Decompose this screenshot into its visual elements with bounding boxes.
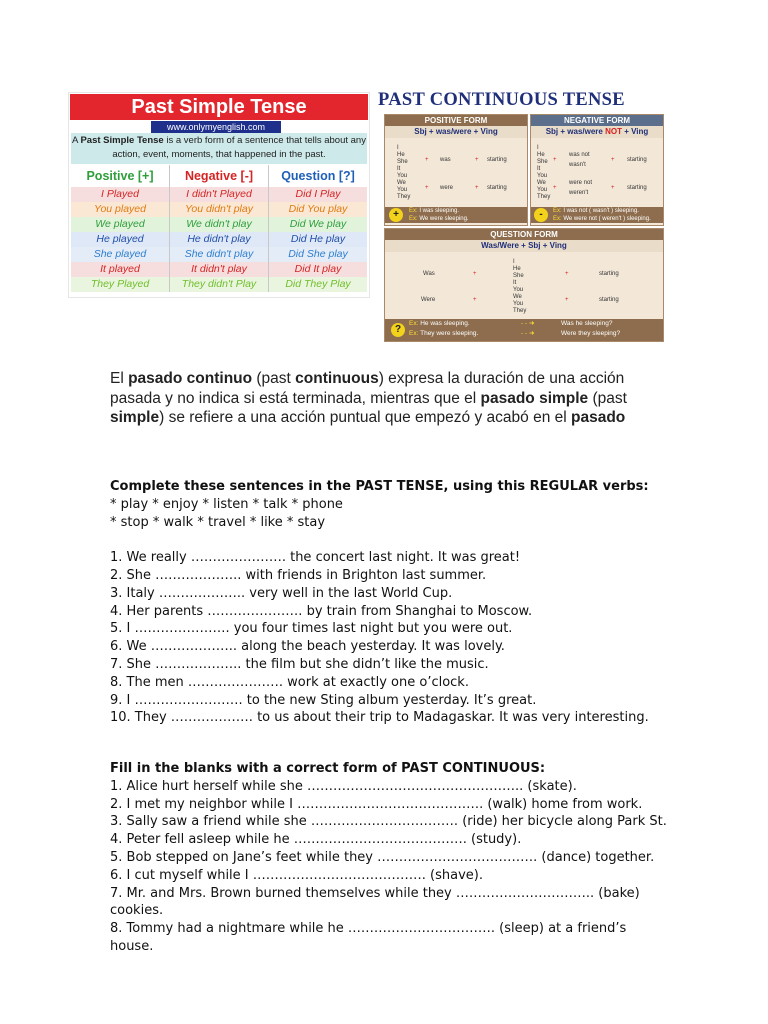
exercise-2-heading: Fill in the blanks with a correct form of PAST CONTINUOUS: xyxy=(110,761,546,776)
plus-sign: + xyxy=(475,185,479,191)
desc-part: A xyxy=(72,135,81,146)
table-cell: It didn't play xyxy=(170,262,269,277)
subject-pronoun: We xyxy=(537,180,546,186)
intro-paragraph xyxy=(110,369,670,428)
table-cell: Did It play xyxy=(294,263,342,275)
question-icon: ? xyxy=(391,323,405,337)
positive-aux-were: were xyxy=(440,185,454,191)
table-cell: Did He play xyxy=(290,233,346,245)
exercise-item: 4. Her parents …………………. by train from Shanghai to Moscow. xyxy=(110,603,533,619)
subject-pronoun: I xyxy=(537,145,539,151)
subject-pronoun: She xyxy=(513,273,524,279)
table-cell: Did They Play xyxy=(285,278,351,290)
intro-text: (past xyxy=(588,389,627,407)
negative-verb: starting xyxy=(627,157,647,163)
table-row xyxy=(71,262,367,277)
question-aux-was: Was xyxy=(423,271,435,277)
exercise-item: 7. Mr. and Mrs. Brown burned themselves while they ………………………….. (bake) cookies. xyxy=(110,885,644,919)
question-example-2: They were sleeping. xyxy=(420,330,479,337)
table-cell: Did She play xyxy=(288,248,348,260)
positive-verb: starting xyxy=(487,157,507,163)
table-cell: I Played xyxy=(71,187,170,202)
arrow-icon: - - ➜ xyxy=(521,330,535,337)
exercise-item: 3. Italy ……………….. very well in the last World Cup. xyxy=(110,585,453,601)
subject-pronoun: I xyxy=(397,145,399,151)
subject-pronoun: We xyxy=(513,294,522,300)
minus-icon: - xyxy=(534,208,548,222)
question-aux-were: Were xyxy=(421,297,436,303)
exercise-item: 1. Alice hurt herself while she ………………………………………….. (skate). xyxy=(110,778,577,794)
question-form-formula: Was/Were + Sbj + Ving xyxy=(385,240,663,252)
plus-sign: + xyxy=(475,157,479,163)
table-cell: It played xyxy=(71,262,170,277)
table-row xyxy=(71,247,367,262)
exercise-1-list xyxy=(110,549,670,727)
exercise-item: 7. She ……………….. the film but she didn’t like the music. xyxy=(110,656,489,672)
question-form-header: QUESTION FORM xyxy=(385,229,663,240)
past-simple-url: www.onlymyenglish.com xyxy=(151,121,281,133)
subject-pronoun: You xyxy=(513,287,524,293)
question-example xyxy=(385,319,663,341)
exercise-item: 3. Sally saw a friend while she ……………………………. (ride) her bicycle along Park St. xyxy=(110,814,667,830)
question-answer-1: Was he sleeping? xyxy=(561,320,613,327)
negative-formula-not: NOT xyxy=(605,127,622,136)
exercise-item: 2. I met my neighbor while I ……………………………………. (walk) home from work. xyxy=(110,796,643,812)
negative-verb: starting xyxy=(627,185,647,191)
question-form-box xyxy=(384,228,664,342)
negative-formula-a: Sbj + was/were xyxy=(545,127,606,136)
exercise-item: 6. We ……………….. along the beach yesterday. It was lovely. xyxy=(110,639,505,655)
plus-icon: + xyxy=(389,208,403,222)
negative-example-2: We were not ( weren't ) sleeping. xyxy=(563,216,651,222)
exercise-2-list xyxy=(110,778,670,956)
table-header-row xyxy=(71,165,367,187)
plus-sign: + xyxy=(565,297,569,303)
exercise-2 xyxy=(110,760,670,956)
subject-pronoun: You xyxy=(537,187,548,193)
table-cell: You didn't play xyxy=(170,202,269,217)
table-row xyxy=(71,187,367,202)
question-example-1: He was sleeping. xyxy=(420,320,470,327)
subject-pronoun: You xyxy=(397,187,408,193)
table-cell: Did I Play xyxy=(295,188,341,200)
intro-bold: simple xyxy=(110,409,160,426)
intro-bold: continuous xyxy=(295,370,379,387)
table-cell: Did We play xyxy=(289,218,347,230)
table-cell: Did You play xyxy=(288,203,348,215)
subject-pronoun: They xyxy=(537,194,551,200)
negative-example xyxy=(531,207,663,223)
negative-aux-was-not: was not xyxy=(569,152,590,158)
question-subjects-2 xyxy=(513,287,526,315)
past-continuous-title: PAST CONTINUOUS TENSE xyxy=(378,90,625,110)
past-continuous-chart xyxy=(378,88,666,340)
subject-pronoun: He xyxy=(513,266,521,272)
verbs-line-2: * stop * walk * travel * like * stay xyxy=(110,514,326,530)
exercise-item: 8. The men …………………. work at exactly one o’clock. xyxy=(110,674,469,690)
table-row xyxy=(71,202,367,217)
exercise-item: 9. I ……………………. to the new Sting album yesterday. It’s great. xyxy=(110,692,537,708)
subject-pronoun: You xyxy=(397,173,408,179)
positive-aux-was: was xyxy=(440,157,451,163)
positive-example-1: I was sleeping. xyxy=(419,208,460,214)
subject-pronoun: I xyxy=(513,259,515,265)
subject-pronoun: We xyxy=(397,180,406,186)
subject-pronoun: She xyxy=(537,159,548,165)
question-subjects-1 xyxy=(513,259,524,287)
positive-form-formula: Sbj + was/were + Ving xyxy=(385,126,527,138)
plus-sign: + xyxy=(611,185,615,191)
plus-sign: + xyxy=(565,271,569,277)
intro-bold: pasado continuo xyxy=(128,370,253,387)
negative-form-header: NEGATIVE FORM xyxy=(531,115,663,126)
table-cell: They didn't Play xyxy=(170,277,269,292)
ex-tag: Ex: xyxy=(409,330,419,337)
exercise-item: 4. Peter fell asleep while he …………………………………. (study). xyxy=(110,832,522,848)
table-cell: He played xyxy=(71,232,170,247)
subject-pronoun: They xyxy=(397,194,411,200)
table-cell: We didn't play xyxy=(170,217,269,232)
column-header: Question [?] xyxy=(281,169,355,183)
table-cell: She played xyxy=(71,247,170,262)
table-cell: They Played xyxy=(71,277,170,292)
question-verb: starting xyxy=(599,297,619,303)
verbs-line-1: * play * enjoy * listen * talk * phone xyxy=(110,496,343,512)
table-cell: He didn't play xyxy=(170,232,269,247)
arrow-icon: - - ➜ xyxy=(521,320,535,327)
ex-tag: Ex: xyxy=(409,208,418,214)
intro-text: ) se refiere a una acción puntual que empezó y acabó en el xyxy=(159,409,571,426)
subject-pronoun: They xyxy=(513,308,527,314)
ex-tag: Ex: xyxy=(409,216,418,222)
negative-formula-b: + Ving xyxy=(621,127,649,136)
past-simple-table xyxy=(71,165,367,292)
exercise-item: 5. Bob stepped on Jane’s feet while they ………………………………. (dance) together. xyxy=(110,849,655,865)
subject-pronoun: You xyxy=(513,301,524,307)
subject-pronoun: You xyxy=(537,173,548,179)
subject-pronoun: He xyxy=(397,152,405,158)
negative-example-1: I was not ( wasn't ) sleeping. xyxy=(563,208,639,214)
past-simple-chart xyxy=(68,92,370,298)
exercise-item: 1. We really …………………. the concert last night. It was great! xyxy=(110,550,521,566)
ex-tag: Ex: xyxy=(553,208,562,214)
plus-sign: + xyxy=(425,185,429,191)
table-cell: She didn't play xyxy=(170,247,269,262)
table-cell: You played xyxy=(71,202,170,217)
plus-sign: + xyxy=(553,185,557,191)
subject-pronoun: He xyxy=(537,152,545,158)
exercise-item: 5. I …………………. you four times last night but you were out. xyxy=(110,621,513,637)
table-row xyxy=(71,232,367,247)
exercise-item: 8. Tommy had a nightmare while he ……………………………. (sleep) at a friend’s house. xyxy=(110,921,631,954)
subject-pronoun: She xyxy=(397,159,408,165)
negative-subjects xyxy=(537,145,550,201)
positive-form-box xyxy=(384,114,528,226)
subject-pronoun: It xyxy=(537,166,541,172)
intro-bold: pasado simple xyxy=(480,389,589,407)
column-header: Positive [+] xyxy=(71,165,170,187)
negative-aux-werent: weren't xyxy=(569,190,589,196)
question-verb: starting xyxy=(599,271,619,277)
table-cell: I didn't Played xyxy=(170,187,269,202)
exercise-1-heading: Complete these sentences in the PAST TENSE, using this REGULAR verbs: xyxy=(110,479,649,494)
negative-form-formula xyxy=(531,126,663,138)
ex-tag: Ex: xyxy=(553,216,562,222)
table-row xyxy=(71,277,367,292)
exercise-item: 2. She ……………….. with friends in Brighton last summer. xyxy=(110,567,487,583)
exercise-item: 10. They ………………. to us about their trip to Madagaskar. It was very interesting. xyxy=(110,710,649,726)
plus-sign: + xyxy=(473,271,477,277)
exercise-item: 6. I cut myself while I …………………………………. (shave). xyxy=(110,867,483,883)
negative-form-box xyxy=(530,114,664,226)
intro-text: El xyxy=(110,370,129,387)
positive-form-header: POSITIVE FORM xyxy=(385,115,527,126)
desc-bold: Past Simple Tense xyxy=(80,135,164,146)
plus-sign: + xyxy=(473,297,477,303)
intro-text: ) expresa la duración de una acción pasada y no indica si está terminada, mientras que el xyxy=(110,370,625,407)
subject-pronoun: It xyxy=(513,280,517,286)
ex-tag: Ex: xyxy=(409,320,419,327)
positive-verb: starting xyxy=(487,185,507,191)
negative-aux-were-not: were not xyxy=(569,180,593,186)
question-answer-2: Were they sleeping? xyxy=(561,330,621,337)
exercise-1 xyxy=(110,478,670,727)
column-header: Negative [-] xyxy=(170,165,269,187)
table-row xyxy=(71,217,367,232)
plus-sign: + xyxy=(425,157,429,163)
positive-example xyxy=(385,207,527,223)
past-simple-description xyxy=(71,133,367,164)
positive-example-2: We were sleeping. xyxy=(419,216,469,222)
plus-sign: + xyxy=(611,157,615,163)
intro-text: (past xyxy=(252,370,296,387)
negative-aux-wasnt: wasn't xyxy=(569,162,586,168)
plus-sign: + xyxy=(553,157,557,163)
subject-pronoun: It xyxy=(397,166,401,172)
past-simple-title: Past Simple Tense xyxy=(70,94,368,120)
positive-subjects xyxy=(397,145,410,201)
table-cell: We played xyxy=(71,217,170,232)
intro-bold: pasado xyxy=(571,409,626,426)
desc-part: is a verb form of a sentence that tells about any action, event, moments, that happened in the past. xyxy=(112,135,366,160)
